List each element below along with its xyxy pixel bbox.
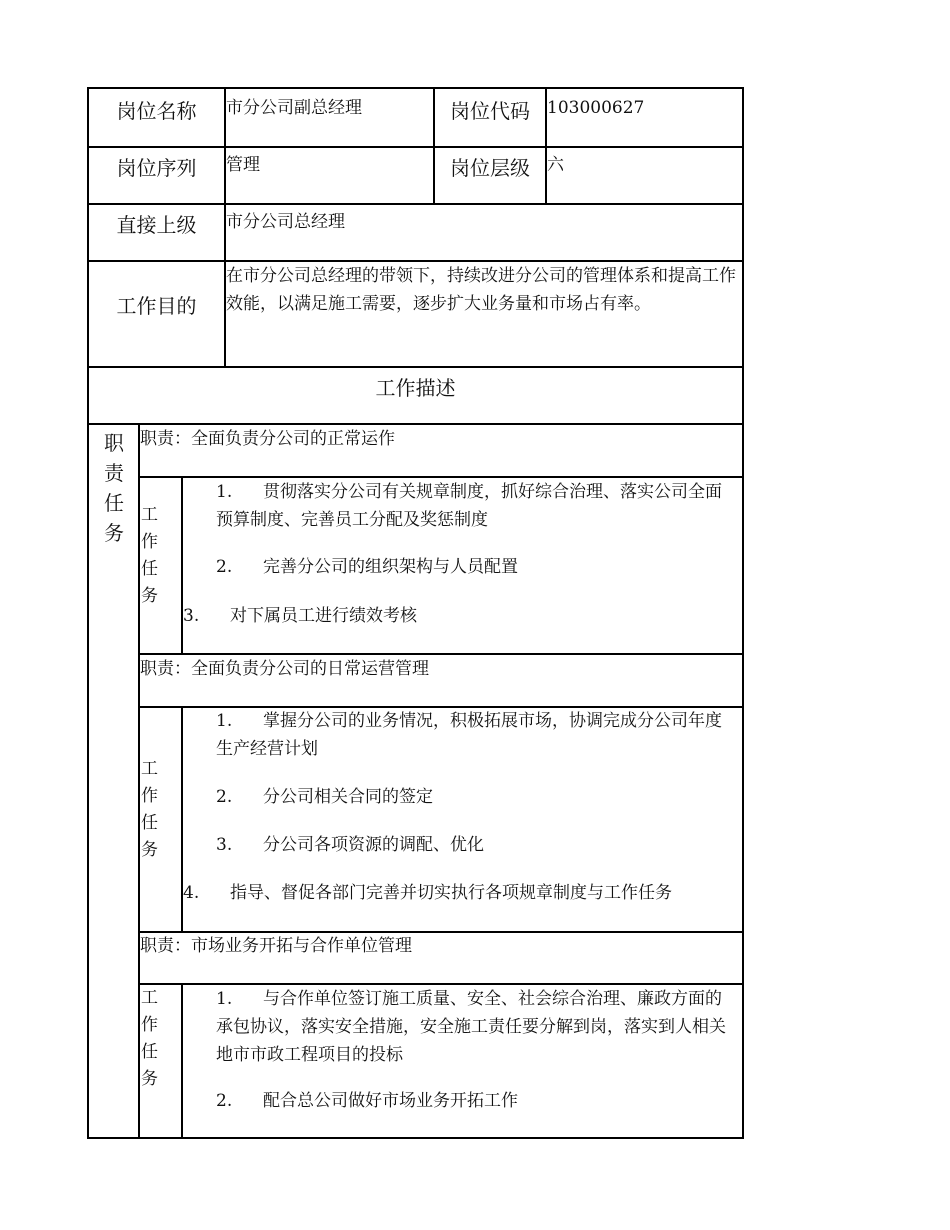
task-text: 分公司相关合同的签定: [263, 787, 433, 807]
row-divider: [87, 203, 744, 205]
section-title: 工作描述: [375, 376, 456, 400]
task-number: 3.: [216, 835, 233, 855]
task-char: 务: [141, 840, 158, 860]
superior-value: 市分公司总经理: [226, 212, 345, 232]
task-side-label: [141, 502, 161, 610]
purpose-label: 工作目的: [116, 294, 197, 318]
task-item: [216, 1087, 732, 1115]
sequence-value: 管理: [226, 155, 260, 175]
side-char: 职: [104, 431, 124, 455]
task-side-label: [141, 756, 161, 864]
task-number: 3.: [183, 606, 200, 626]
task-number: 1.: [216, 711, 233, 731]
task-char: 作: [141, 1015, 158, 1035]
task-text: 完善分公司的组织架构与人员配置: [263, 557, 518, 577]
duty-side-label: [102, 428, 126, 548]
row-divider: [87, 366, 744, 368]
duty-heading: 职责：全面负责分公司的正常运作: [140, 429, 395, 449]
task-item: [183, 602, 733, 630]
task-number: 1.: [216, 989, 233, 1009]
duty-heading: 职责：市场业务开拓与合作单位管理: [140, 936, 412, 956]
task-text: 贯彻落实分公司有关规章制度，抓好综合治理、落实公司全面预算制度、完善员工分配及奖惩制度: [216, 482, 722, 530]
task-char: 工: [141, 759, 158, 779]
side-char: 务: [104, 521, 124, 545]
task-item: [216, 707, 732, 763]
col-divider: [138, 423, 140, 1138]
task-text: 分公司各项资源的调配、优化: [263, 835, 484, 855]
task-text: 对下属员工进行绩效考核: [230, 606, 417, 626]
position-code-value: 103000627: [547, 98, 645, 118]
task-side-label: [141, 985, 161, 1093]
task-char: 任: [141, 1042, 158, 1062]
sequence-label: 岗位序列: [116, 156, 197, 180]
task-char: 作: [141, 532, 158, 552]
side-char: 责: [104, 461, 124, 485]
task-char: 任: [141, 559, 158, 579]
task-item: [216, 553, 732, 581]
task-char: 作: [141, 786, 158, 806]
task-number: 2.: [216, 557, 233, 577]
purpose-value: 在市分公司总经理的带领下，持续改进分公司的管理体系和提高工作效能，以满足施工需要，逐步扩大业务量和市场占有率。: [226, 266, 736, 314]
task-number: 1.: [216, 482, 233, 502]
position-code-label: 岗位代码: [450, 99, 530, 123]
task-item: [216, 783, 732, 811]
task-number: 4.: [183, 883, 200, 903]
position-name-value: 市分公司副总经理: [226, 98, 362, 118]
task-char: 工: [141, 988, 158, 1008]
row-divider: [87, 146, 744, 148]
task-item: [216, 831, 732, 859]
task-text: 配合总公司做好市场业务开拓工作: [263, 1091, 518, 1111]
col-divider: [181, 983, 183, 1138]
table-border-bottom: [87, 1137, 744, 1139]
table-border-top: [87, 87, 744, 89]
task-char: 工: [141, 505, 158, 525]
task-text: 掌握分公司的业务情况，积极拓展市场，协调完成分公司年度生产经营计划: [216, 711, 722, 759]
side-char: 任: [104, 491, 124, 515]
task-text: 与合作单位签订施工质量、安全、社会综合治理、廉政方面的承包协议，落实安全措施，安全施工责任要分解到岗，落实到人相关地市市政工程项目的投标: [216, 989, 726, 1065]
level-label: 岗位层级: [450, 156, 530, 180]
task-number: 2.: [216, 1091, 233, 1111]
task-char: 务: [141, 1069, 158, 1089]
task-item: [183, 879, 738, 907]
task-item: [216, 478, 732, 534]
task-char: 务: [141, 586, 158, 606]
level-value: 六: [547, 155, 564, 175]
position-name-label: 岗位名称: [116, 99, 197, 123]
table-border-right: [742, 87, 744, 1139]
task-text: 指导、督促各部门完善并切实执行各项规章制度与工作任务: [230, 883, 672, 903]
superior-label: 直接上级: [116, 213, 197, 237]
task-number: 2.: [216, 787, 233, 807]
task-char: 任: [141, 813, 158, 833]
duty-heading: 职责：全面负责分公司的日常运营管理: [140, 659, 429, 679]
task-item: [216, 985, 732, 1069]
table-border-left: [87, 87, 89, 1139]
